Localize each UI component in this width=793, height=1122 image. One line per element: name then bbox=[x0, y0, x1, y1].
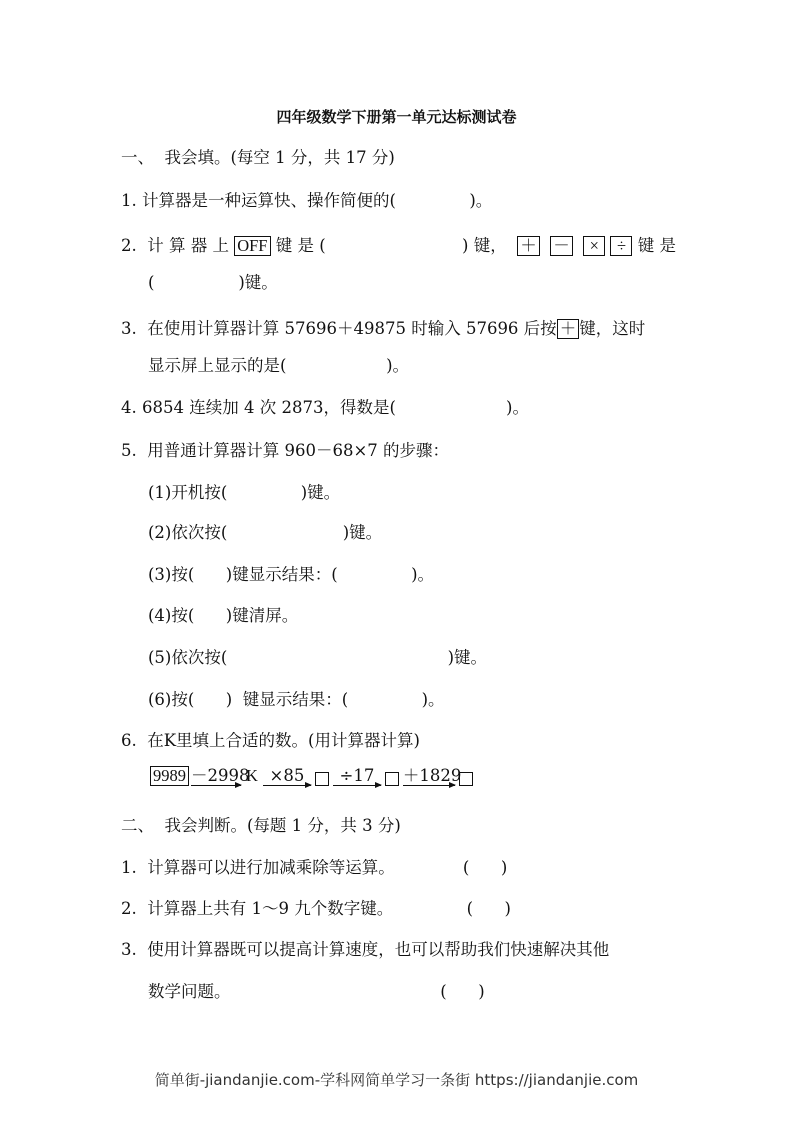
step-2: (2)依次按( )键。 bbox=[148, 523, 383, 542]
off-key: OFF bbox=[234, 236, 270, 256]
op-label: ÷17 bbox=[339, 766, 375, 785]
text: 键 是 bbox=[632, 236, 676, 255]
calc-chain bbox=[150, 766, 475, 786]
question-2-cont: ( )键。 bbox=[148, 273, 278, 292]
arrow-op bbox=[261, 768, 313, 786]
judge-3-cont: 数学问题。 ( ) bbox=[148, 982, 485, 1001]
op-label: ＋1829 bbox=[402, 766, 462, 785]
k-blank: K bbox=[246, 766, 258, 785]
question-6: 6. 在K里填上合适的数。(用计算器计算) bbox=[121, 731, 420, 750]
question-3-cont: 显示屏上显示的是( )。 bbox=[148, 356, 410, 375]
step-6: (6)按( ) 键显示结果：( )。 bbox=[148, 690, 445, 709]
judge-3: 3. 使用计算器既可以提高计算速度，也可以帮助我们快速解决其他 bbox=[121, 940, 610, 959]
section1-heading: 一、 我会填。(每空 1 分，共 17 分) bbox=[121, 148, 395, 167]
text: 键 是 ( ) 键， bbox=[270, 236, 518, 255]
text: 2. 计 算 器 上 bbox=[121, 236, 235, 255]
times-key: × bbox=[583, 236, 605, 256]
blank-box bbox=[459, 772, 473, 786]
arrow-op bbox=[401, 766, 462, 786]
arrow-op bbox=[189, 766, 250, 786]
page-title: 四年级数学下册第一单元达标测试卷 bbox=[276, 108, 517, 126]
question-5: 5. 用普通计算器计算 960－68×7 的步骤： bbox=[121, 441, 450, 460]
divide-key: ÷ bbox=[610, 236, 632, 256]
op-label: －2998 bbox=[191, 766, 250, 785]
step-3: (3)按( )键显示结果：( )。 bbox=[148, 565, 435, 584]
question-3 bbox=[121, 318, 645, 340]
judge-1: 1. 计算器可以进行加减乘除等运算。 ( ) bbox=[121, 858, 508, 877]
start-number: 9989 bbox=[150, 766, 189, 786]
blank-box bbox=[315, 772, 329, 786]
text: 3. 在使用计算器计算 57696＋49875 时输入 57696 后按 bbox=[121, 319, 557, 338]
question-2 bbox=[121, 235, 676, 257]
footer-watermark: 简单街-jiandanjie.com-学科网简单学习一条街 https://jiandanjie.com bbox=[154, 1071, 639, 1089]
question-1: 1. 计算器是一种运算快、操作简便的( )。 bbox=[121, 191, 493, 210]
judge-2: 2. 计算器上共有 1～9 九个数字键。 ( ) bbox=[121, 899, 511, 918]
step-5: (5)依次按( )键。 bbox=[148, 648, 488, 667]
plus-key: ＋ bbox=[557, 319, 580, 339]
minus-key: － bbox=[550, 236, 573, 256]
question-4: 4. 6854 连续加 4 次 2873，得数是( )。 bbox=[121, 398, 529, 417]
arrow-op bbox=[331, 768, 383, 786]
op-label: ×85 bbox=[269, 766, 305, 785]
blank-box bbox=[385, 772, 399, 786]
section2-heading: 二、 我会判断。(每题 1 分，共 3 分) bbox=[121, 816, 401, 835]
step-4: (4)按( )键清屏。 bbox=[148, 606, 299, 625]
plus-key: ＋ bbox=[517, 236, 540, 256]
text: 键，这时 bbox=[579, 319, 646, 338]
step-1: (1)开机按( )键。 bbox=[148, 483, 341, 502]
